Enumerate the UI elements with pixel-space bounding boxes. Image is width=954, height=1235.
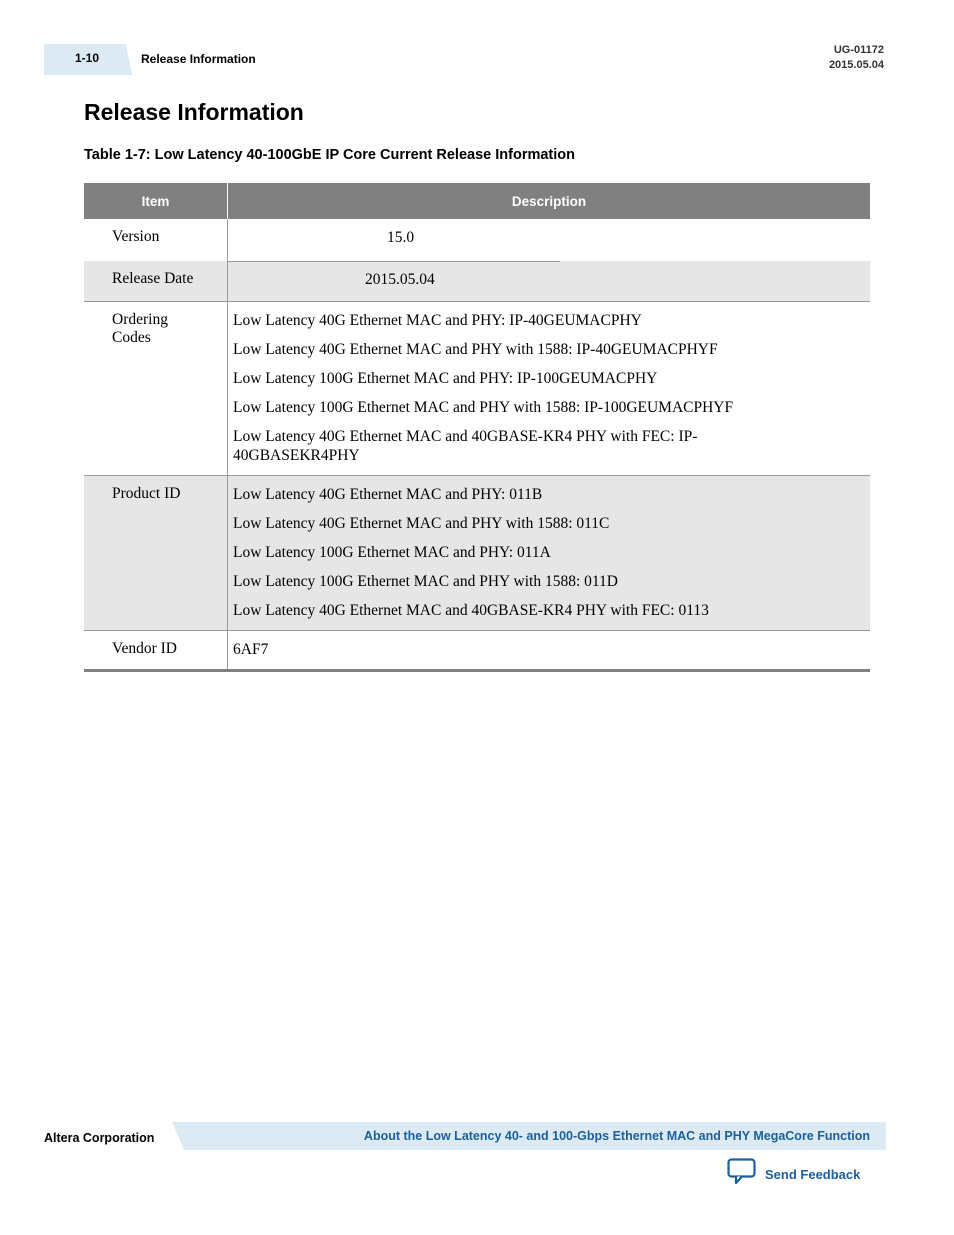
vendor-id-value: 6AF7 xyxy=(233,640,269,658)
row-value xyxy=(228,219,871,261)
row-label: Vendor ID xyxy=(84,630,228,670)
row-value xyxy=(228,630,871,670)
table-row xyxy=(84,475,870,630)
send-feedback-link[interactable] xyxy=(727,1158,860,1191)
page-number: 1-10 xyxy=(75,51,100,65)
row-value xyxy=(228,301,871,475)
page-title: Release Information xyxy=(84,99,304,125)
ordering-code-line: Low Latency 100G Ethernet MAC and PHY with 1588: IP-100GEUMACPHYF xyxy=(233,398,734,416)
column-header-description: Description xyxy=(228,183,871,219)
row-value xyxy=(228,261,871,301)
product-id-line: Low Latency 40G Ethernet MAC and PHY with 1588: 011C xyxy=(233,514,610,532)
product-id-line: Low Latency 100G Ethernet MAC and PHY with 1588: 011D xyxy=(233,572,619,590)
column-header-item: Item xyxy=(84,183,228,219)
ordering-code-line: Low Latency 100G Ethernet MAC and PHY: IP-100GEUMACPHY xyxy=(233,369,658,387)
header-section-title: Release Information xyxy=(141,52,256,66)
table-row xyxy=(84,219,870,261)
row-label: Version xyxy=(84,219,228,261)
footer-doc-title-link[interactable]: About the Low Latency 40- and 100-Gbps Ethernet MAC and PHY MegaCore Function xyxy=(363,1129,870,1143)
row-value xyxy=(228,475,871,630)
doc-id: UG-01172 xyxy=(833,44,884,56)
speech-bubble-icon xyxy=(727,1158,757,1191)
product-id-line: Low Latency 40G Ethernet MAC and PHY: 011B xyxy=(233,485,543,503)
row-label: Ordering Codes xyxy=(84,301,228,475)
version-value: 15.0 xyxy=(387,229,415,246)
table-row xyxy=(84,301,870,475)
row-divider xyxy=(228,261,560,262)
release-info-table xyxy=(84,183,870,672)
send-feedback-label[interactable]: Send Feedback xyxy=(765,1167,861,1182)
doc-date: 2015.05.04 xyxy=(828,59,884,71)
ordering-code-line: Low Latency 40G Ethernet MAC and PHY with 1588: IP-40GEUMACPHYF xyxy=(233,340,718,358)
release-date-value: 2015.05.04 xyxy=(365,271,435,288)
product-id-line: Low Latency 100G Ethernet MAC and PHY: 011A xyxy=(233,543,551,561)
product-id-line: Low Latency 40G Ethernet MAC and 40GBASE-KR4 PHY with FEC: 0113 xyxy=(233,601,709,619)
ordering-code-line: Low Latency 40G Ethernet MAC and PHY: IP-40GEUMACPHY xyxy=(233,311,642,329)
row-label: Release Date xyxy=(84,261,228,301)
ordering-code-line: Low Latency 40G Ethernet MAC and 40GBASE-KR4 PHY with FEC: IP-40GBASEKR4PHY xyxy=(233,427,698,464)
footer-company: Altera Corporation xyxy=(44,1131,155,1145)
table-row xyxy=(84,630,870,670)
doc-id-block xyxy=(829,43,884,73)
table-caption: Table 1-7: Low Latency 40-100GbE IP Core Current Release Information xyxy=(84,147,575,163)
row-label: Product ID xyxy=(84,475,228,630)
table-row xyxy=(84,261,870,301)
